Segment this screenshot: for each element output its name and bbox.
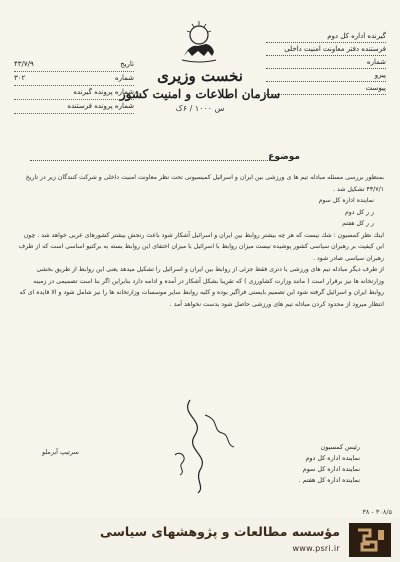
reference-code: س ۱۰۰۰ / ۶ک	[175, 104, 225, 113]
lion-sun-emblem-icon	[176, 18, 222, 64]
commission-chair: رئیس کمسیون	[320, 443, 360, 451]
paragraph-intro: بمنظور بررسی مسئله مبادله تیم ها ی ورزشی بین ایران و اسرائیل کمیسیونی تحت نظر معاونت امنیت داخلی و شرکت کنندگان زیر در تاریخ ۴۳/۷/۱ تشکیل شد .	[25, 174, 384, 193]
recipient-line: گیرنده اداره کل دوم	[266, 30, 386, 43]
left-note: سرتیپ آبرملو	[42, 448, 79, 456]
sender-file-row	[14, 100, 134, 114]
institute-url[interactable]: www.psri.ir	[292, 544, 340, 553]
handwritten-signature	[150, 395, 240, 495]
header-addressing	[266, 30, 386, 95]
followup-line: پیرو	[266, 69, 386, 82]
subject-label: موضوع	[268, 152, 300, 162]
archive-number: ۳۸ - ۳۰۸/۵	[362, 508, 392, 516]
institute-logo-icon	[348, 522, 392, 558]
date-row	[14, 58, 134, 72]
signatory-4: نماینده اداره کل هفتم .	[298, 476, 360, 484]
signature-block	[299, 442, 361, 486]
recipient-file-label: شماره پرونده گیرنده	[73, 88, 134, 96]
institute-name: مؤسسه مطالعات و پژوهشهای سیاسی	[99, 524, 340, 539]
number-value: ۳۰۲	[14, 74, 26, 82]
date-value: ۴۳/۷/۹	[14, 60, 34, 68]
paragraph-opinion: اینك نظر کمسیون : شك نیست که هر چه بیشتر روابط بین ایران و اسرائیل آشکار شود باعث رنجش بیشتر کشورهای عربی خواهد شد . چون این کیفیت بر رهبران سیاسی کشور پوشیده نیست میزان روابط با اسرائیل با میزان اختفای این روابط بسته به برکتیو اساسی است که از طرف رهبران سیاسی صادر شود .	[18, 231, 384, 262]
paragraph-conclusion: از طرف دیگر مبادله تیم های ورزشی یا دتری فقط جزئی از روابط بین ایران و اسرائیل را تشکیل میدهد یعنی این روابط از طریق بخشی وزارتخانه ها نیز برقرار است ( مانند وزارت کشاورزی ) که تقریبا بشکل آشکار در آمده و ادامه دارد بنابراین اگر بنا است تصمیمی در زمینه روابط ایران و اسرائیل گرفته شود این تصمیم بایستی فراگیر بوده و کلیه روابط سایر موسسات وزارتخانه ها را نیز شامل شود و الا فایده ای که انتظار میرود از محدود کردن مبادله تیم های ورزشی حاصل شود بدست نخواهد آمد .	[19, 266, 384, 308]
header-reference	[14, 58, 134, 114]
organization-subtitle: سازمان اطلاعات و امنیت کشور	[119, 87, 281, 101]
sender-line: فرستنده دفتر معاونت امنیت داخلی	[266, 43, 386, 56]
signatory-3: نماینده اداره کل سوم	[302, 465, 360, 473]
subject-line	[30, 160, 270, 161]
number-line: شماره	[266, 56, 386, 69]
footer-banner	[0, 518, 400, 562]
attendee-3: ر ر کل هفتم	[342, 220, 374, 227]
recipient-file-row	[14, 86, 134, 100]
attendee-2: ر ر کل دوم	[344, 208, 374, 216]
signatory-2: نماینده اداره کل دوم	[305, 454, 360, 462]
attendee-1: نماینده اداره کل سوم	[318, 197, 374, 204]
date-label: تاریخ	[120, 60, 134, 68]
number-row	[14, 72, 134, 86]
sender-file-label: شماره پرونده فرستنده	[67, 102, 134, 110]
letter-body	[18, 172, 384, 310]
number-label: شماره	[114, 74, 134, 82]
attachment-line: پیوست	[266, 82, 386, 95]
ministry-title: نخست وزیری	[157, 67, 243, 85]
